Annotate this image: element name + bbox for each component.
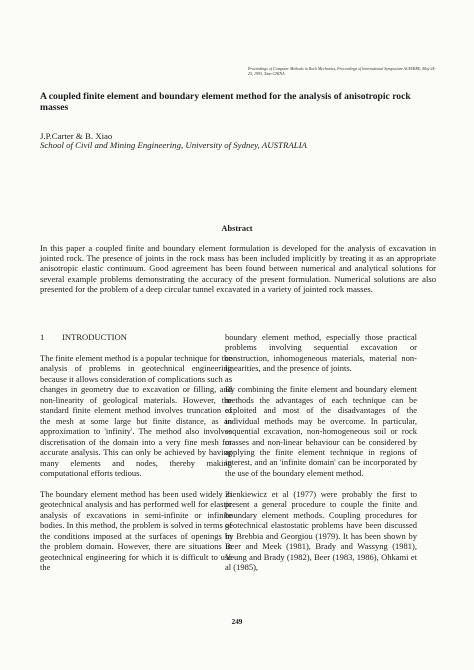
section-number: 1 <box>40 332 45 342</box>
left-column <box>40 332 232 583</box>
right-column <box>225 332 417 583</box>
abstract-body: In this paper a coupled finite and boundary element formulation is developed for the analysis of excavation in jointed rock. The presence of joints in the rock mass has been included implicitly by treating it as an appropriate anisotropic elastic continuum. Good agreement has been found between numerical and analytical solutions for several example problems demonstrating the accuracy of the present formulation. Numerical solutions are also presented for the problem of a deep circular tunnel excavated in a variety of jointed rock masses. <box>40 243 436 294</box>
affiliation-line: School of Civil and Mining Engineering, University of Sydney, AUSTRALIA <box>40 140 307 150</box>
section-heading <box>40 332 232 343</box>
paragraph: By combining the finite element and boundary element methods the advantages of each technique can be exploited and most of the disadvantages of the individual methods may be overcome. In particular, sequential excavation, non-homogeneous soil or rock masses and non-linear behaviour can be considered by applying the finite element technique in regions of interest, and an 'infinite domain' can be incorporated by the use of the boundary element method. <box>225 384 417 478</box>
abstract-heading: Abstract <box>221 224 253 233</box>
paragraph: The finite element method is a popular technique for the analysis of problems in geotechnical engineering because it allows consideration of complications such as changes in geometry due to excavation or filling, and non-linearity of geological materials. However, the standard finite element method involves truncation of the mesh at some large but finite distance, as an approximation to 'infinity'. The method also involves discretisation of the domain into a very fine mesh for accurate analysis. This can only be achieved by having many elements and nodes, thereby making computational efforts tedious. <box>40 353 232 478</box>
section-title: INTRODUCTION <box>62 332 127 342</box>
authors-line: J.P.Carter & B. Xiao <box>40 131 113 141</box>
paper-title: A coupled finite element and boundary element method for the analysis of anisotropic rock masses <box>40 91 411 113</box>
paragraph: The boundary element method has been used widely in geotechnical analysis and has performed well for elastic analysis of excavations in semi-infinite or infinite bodies. In this method, the problem is solved in terms of the conditions imposed at the surfaces of openings in the problem domain. However, there are situations in geotechnical engineering for which it is difficult to use the <box>40 488 232 573</box>
paragraph: Zienkiewicz et al (1977) were probably the first to present a general procedure to couple the finite and boundary element methods. Coupling procedures for geotechnical elastostatic problems have been discussed by Brebbia and Georgiou (1979). It has been shown by Beer and Meek (1981), Brady and Wassyng (1981), Yeung and Brady (1982), Beer (1983, 1986), Ohkami et al (1985), <box>225 488 417 573</box>
proceedings-header-note: Proceedings of Computer Methods in Rock Mechanics, Proceedings of International Symposium ACM/RRE, May 24-25, 1993, Xian CHINA <box>248 66 436 77</box>
paragraph: boundary element method, especially those practical problems involving sequential excavation or construction, inhomogeneous materials, material non-linearities, and the presence of joints. <box>225 332 417 374</box>
page-number: 249 <box>231 618 243 626</box>
